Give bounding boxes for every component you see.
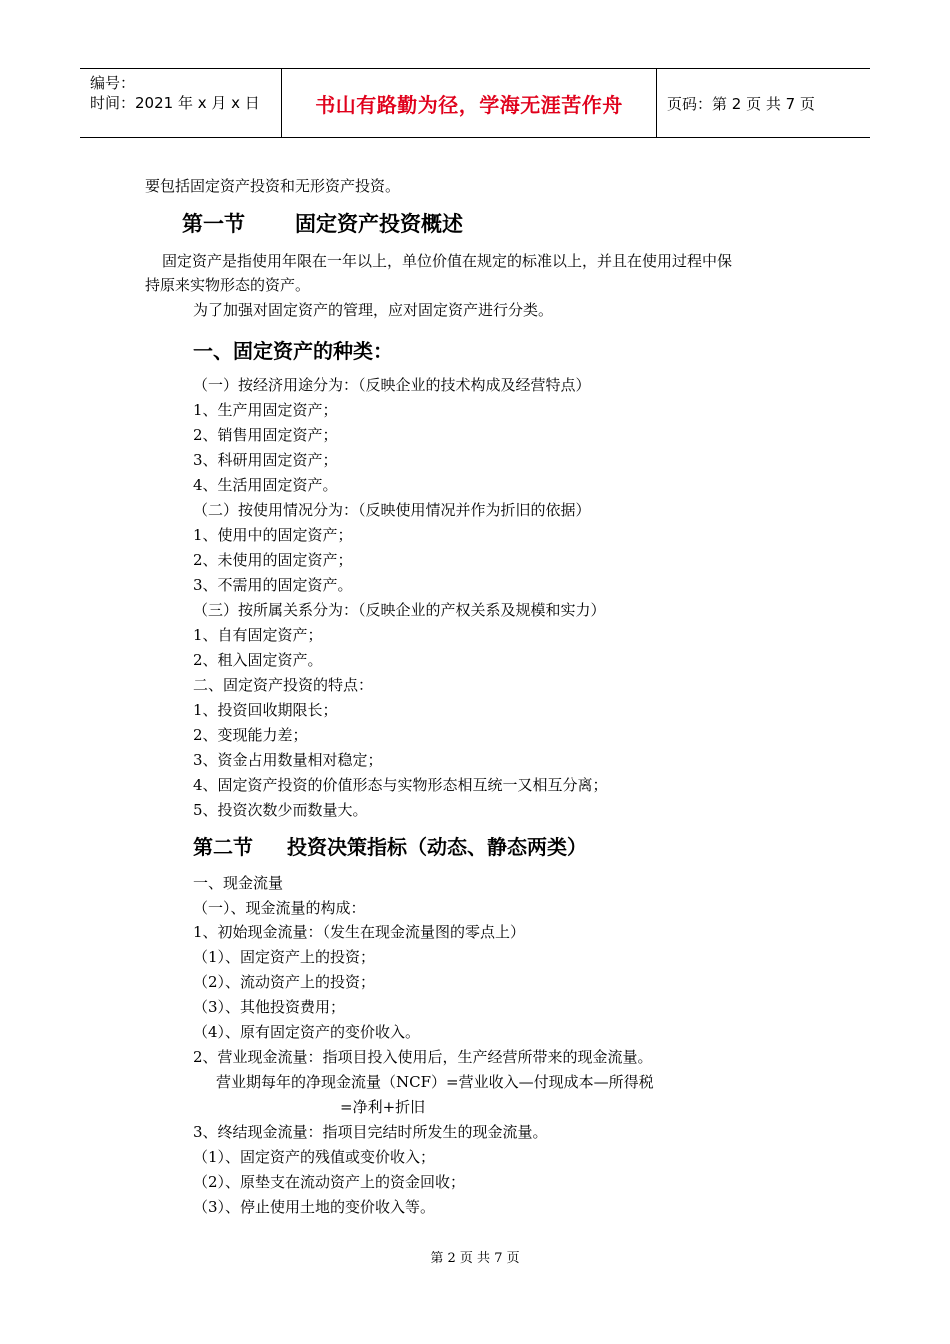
section2-name: 投资决策指标（动态、静态两类） [287, 835, 587, 859]
section2-heading [193, 834, 587, 860]
list-item: （2）、原垫支在流动资产上的资金回收； [193, 1173, 466, 1191]
header-date-label: 时间：2021 年 x 月 x 日 [90, 94, 260, 112]
list-item: （3）、其他投资费用； [193, 998, 346, 1016]
section1-heading [182, 211, 463, 237]
page-footer: 第 2 页 共 7 页 [430, 1251, 520, 1266]
list-item: （1）、固定资产的残值或变价收入； [193, 1148, 436, 1166]
list-item: （3）、停止使用土地的变价收入等。 [193, 1198, 436, 1216]
header-meta [80, 69, 282, 137]
section2-number: 第二节 [193, 835, 253, 859]
list-item: 2、营业现金流量：指项目投入使用后，生产经营所带来的现金流量。 [193, 1048, 653, 1066]
list-item: 1、自有固定资产； [193, 626, 323, 644]
formula-line: 营业期每年的净现金流量（NCF）=营业收入—付现成本—所得税 [216, 1073, 654, 1091]
list-item: （2）、流动资产上的投资； [193, 973, 376, 991]
paragraph-line: 为了加强对固定资产的管理，应对固定资产进行分类。 [193, 301, 554, 319]
header-number-label: 编号： [90, 74, 136, 92]
list-item: 2、未使用的固定资产； [193, 551, 353, 569]
list-item: （一）按经济用途分为：（反映企业的技术构成及经营特点） [193, 376, 591, 394]
page-header [80, 68, 870, 138]
list-item: （1）、固定资产上的投资； [193, 948, 376, 966]
list-item: （4）、原有固定资产的变价收入。 [193, 1023, 421, 1041]
list-item: （三）按所属关系分为：（反映企业的产权关系及规模和实力） [193, 601, 606, 619]
list-item: （二）按使用情况分为：（反映使用情况并作为折旧的依据） [193, 501, 591, 519]
header-motto: 书山有路勤为径，学海无涯苦作舟 [282, 69, 657, 137]
list-item: 1、投资回收期限长； [193, 701, 338, 719]
formula-line: =净利+折旧 [340, 1098, 426, 1116]
list-item: 1、初始现金流量：（发生在现金流量图的零点上） [193, 923, 526, 941]
paragraph-line: 持原来实物形态的资产。 [145, 276, 311, 294]
list-item: 4、固定资产投资的价值形态与实物形态相互统一又相互分离； [193, 776, 608, 794]
list-item: 1、使用中的固定资产； [193, 526, 353, 544]
list-item: 4、生活用固定资产。 [193, 476, 338, 494]
heading-categories: 一、固定资产的种类： [193, 339, 393, 363]
list-item: 3、科研用固定资产； [193, 451, 338, 469]
list-item: 3、资金占用数量相对稳定； [193, 751, 383, 769]
list-item: 3、不需用的固定资产。 [193, 576, 353, 594]
heading-features: 二、固定资产投资的特点： [193, 676, 374, 694]
paragraph-line: 固定资产是指使用年限在一年以上，单位价值在规定的标准以上，并且在使用过程中保 [162, 252, 733, 270]
header-page-label: 页码：第 2 页 共 7 页 [667, 94, 815, 113]
list-item: 一、现金流量 [193, 874, 284, 892]
section1-number: 第一节 [182, 212, 245, 236]
list-item: 2、销售用固定资产； [193, 426, 338, 444]
list-item: 3、终结现金流量：指项目完结时所发生的现金流量。 [193, 1123, 548, 1141]
section1-name: 固定资产投资概述 [295, 212, 463, 236]
list-item: 5、投资次数少而数量大。 [193, 801, 368, 819]
intro-text: 要包括固定资产投资和无形资产投资。 [145, 177, 401, 195]
list-item: 1、生产用固定资产； [193, 401, 338, 419]
list-item: 2、租入固定资产。 [193, 651, 323, 669]
list-item: 2、变现能力差； [193, 726, 308, 744]
list-item: （一）、现金流量的构成： [193, 899, 366, 917]
